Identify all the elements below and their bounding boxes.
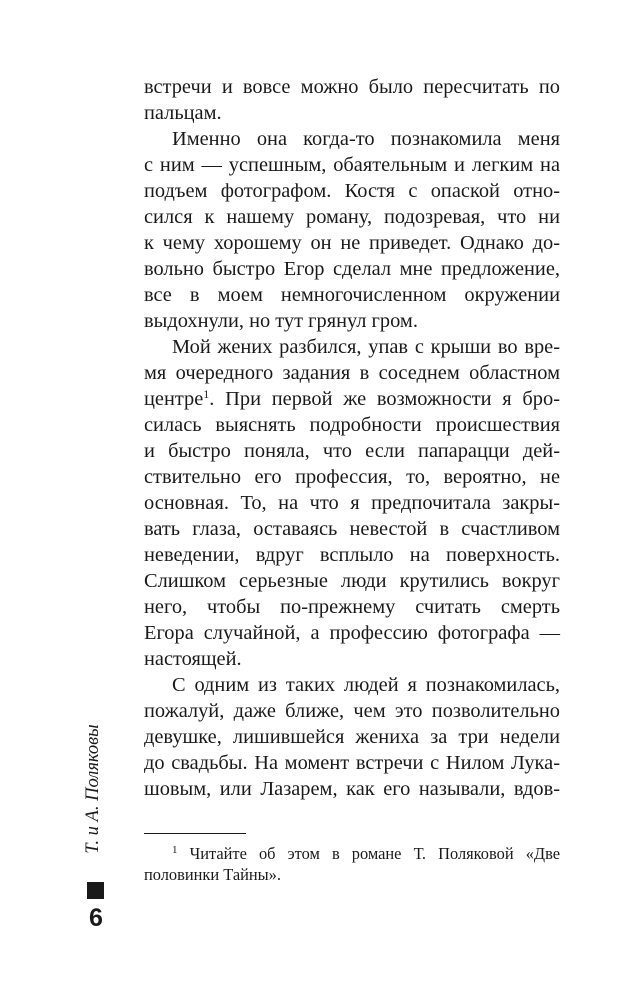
body-line [144, 386, 560, 412]
footnote-text: Читайте об этом в романе Т. Поляковой «Две [177, 844, 560, 863]
body-line: С одним из таких людей я познакомилась, [172, 674, 560, 696]
body-line: настоящей. [144, 648, 242, 670]
body-line: выдохнули, но тут грянул гром. [144, 310, 418, 332]
footnote-line: половинки Тайны». [144, 865, 281, 884]
body-line: вать глаза, оставаясь невестой в счастливом [144, 518, 560, 540]
body-line: мя очередного задания в соседнем областном [144, 362, 560, 384]
body-line: Мой жених разбился, упав с крыши во вре- [172, 336, 560, 358]
body-line: к чему хорошему он не приведет. Однако до- [144, 232, 560, 254]
body-line: вольно быстро Егор сделал мне предложение, [144, 258, 560, 280]
body-line: пожалуй, даже ближе, чем это позволительно [144, 700, 560, 722]
body-line-part: центре [144, 388, 204, 410]
body-line: девушке, лишившейся жениха за три недели [144, 726, 560, 748]
body-line: с ним — успешным, обаятельным и легким на [144, 154, 560, 176]
body-line: шовым, или Лазарем, как его называли, вдов- [144, 778, 560, 800]
footnote-divider [144, 833, 246, 834]
body-line-part: . При первой же возможности я бро- [209, 388, 560, 410]
body-line: Именно она когда-то познакомила меня [172, 128, 560, 150]
body-line: подъем фотографом. Костя с опаской отно- [144, 180, 560, 202]
body-line: пальцам. [144, 102, 222, 124]
body-line: ствительно его профессия, то, вероятно, не [144, 466, 560, 488]
body-line: и быстро поняла, что если папарацци дей- [144, 440, 560, 462]
body-line: все в моем немногочисленном окружении [144, 284, 560, 306]
footnote-marker: 1 [172, 844, 178, 856]
body-line: основная. То, на что я предпочитала закры- [144, 492, 560, 514]
footnote [144, 843, 560, 885]
page-number: 6 [89, 904, 103, 932]
body-line: сился к нашему роману, подозревая, что ни [144, 206, 560, 228]
body-line: встречи и вовсе можно было пересчитать по [144, 76, 560, 98]
body-line: Слишком серьезные люди крутились вокруг [144, 570, 560, 592]
body-line: него, чтобы по-прежнему считать смерть [144, 596, 560, 618]
body-line: Егора случайной, а профессию фотографа — [144, 622, 560, 644]
footnote-line [144, 843, 560, 864]
running-head-authors: Т. и А. Поляковы [83, 724, 103, 854]
body-line: до свадьбы. На момент встречи с Нилом Лука- [144, 752, 560, 774]
body-line: силась выяснять подробности происшествия [144, 414, 560, 436]
footnote-reference[interactable]: 1 [203, 387, 210, 401]
body-line: неведении, вдруг всплыло на поверхность. [144, 544, 560, 566]
section-marker-square [87, 882, 104, 899]
body-text [144, 74, 560, 802]
